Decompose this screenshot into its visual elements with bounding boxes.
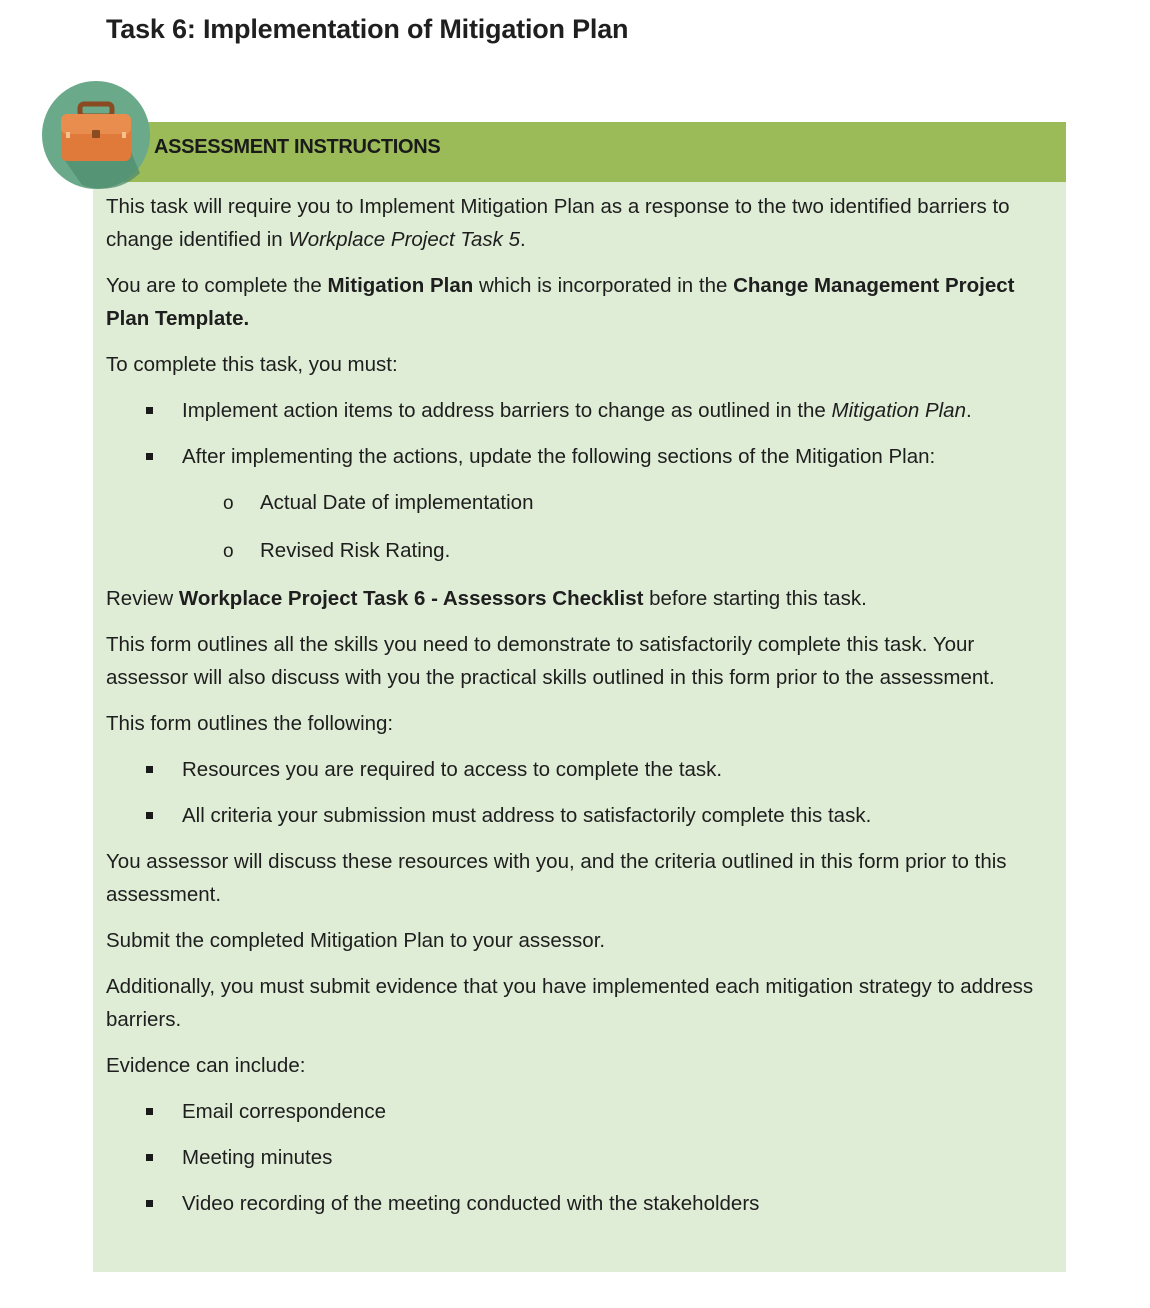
form-outline-paragraph: This form outlines all the skills you need to demonstrate to satisfactorily complete this task. Your assessor will also discuss with you the practical skills outlined in this form prior to the assessment. xyxy=(106,633,995,689)
review-checklist-paragraph: Review Workplace Project Task 6 - Assessors Checklist before starting this task. xyxy=(106,587,867,610)
page-title: Task 6: Implementation of Mitigation Plan xyxy=(106,14,629,44)
sub-bullet: o xyxy=(223,541,234,562)
bullet-icon xyxy=(146,1200,153,1207)
bullet-icon xyxy=(146,1108,153,1115)
must-list xyxy=(106,394,1046,473)
list-item: After implementing the actions, update the following sections of the Mitigation Plan: xyxy=(106,440,1046,473)
intro-paragraph: This task will require you to Implement Mitigation Plan as a response to the two identified barriers to change identified in Workplace Project Task 5. xyxy=(106,195,1010,251)
sub-list-item: o Revised Risk Rating. xyxy=(106,534,1046,567)
evidence-list xyxy=(106,1095,1046,1220)
submit-paragraph: Submit the completed Mitigation Plan to your assessor. xyxy=(106,929,606,952)
assessor-discussion-paragraph: You assessor will discuss these resources with you, and the criteria outlined in this form prior to this assessment. xyxy=(106,850,1007,906)
bullet-icon xyxy=(146,453,153,460)
list-item: Email correspondence xyxy=(106,1095,1046,1128)
panel-header-label: ASSESSMENT INSTRUCTIONS xyxy=(154,136,441,158)
evidence-lead-in: Evidence can include: xyxy=(106,1054,306,1077)
panel-header xyxy=(93,122,1066,182)
form-outlines-list xyxy=(106,753,1046,832)
list-item: Resources you are required to access to complete the task. xyxy=(106,753,1046,786)
list-item: Video recording of the meeting conducted with the stakeholders xyxy=(106,1187,1046,1220)
must-lead-in: To complete this task, you must: xyxy=(106,353,398,376)
briefcase-icon xyxy=(42,81,150,189)
list-item: Implement action items to address barriers to change as outlined in the Mitigation Plan. xyxy=(106,394,1046,427)
instructions-content xyxy=(106,190,1046,1233)
evidence-requirement-paragraph: Additionally, you must submit evidence that you have implemented each mitigation strategy to address barriers. xyxy=(106,975,1034,1031)
bullet-icon xyxy=(146,812,153,819)
complete-plan-paragraph: You are to complete the Mitigation Plan which is incorporated in the Change Management Project Plan Template. xyxy=(106,274,1015,330)
bullet-icon xyxy=(146,1154,153,1161)
list-item: All criteria your submission must address to satisfactorily complete this task. xyxy=(106,799,1046,832)
mitigation-sections-list xyxy=(106,486,1046,567)
list-item: Meeting minutes xyxy=(106,1141,1046,1174)
bullet-icon xyxy=(146,766,153,773)
sub-bullet: o xyxy=(223,493,234,514)
sub-list-item: o Actual Date of implementation xyxy=(106,486,1046,519)
bullet-icon xyxy=(146,407,153,414)
form-outlines-lead-in: This form outlines the following: xyxy=(106,712,394,735)
